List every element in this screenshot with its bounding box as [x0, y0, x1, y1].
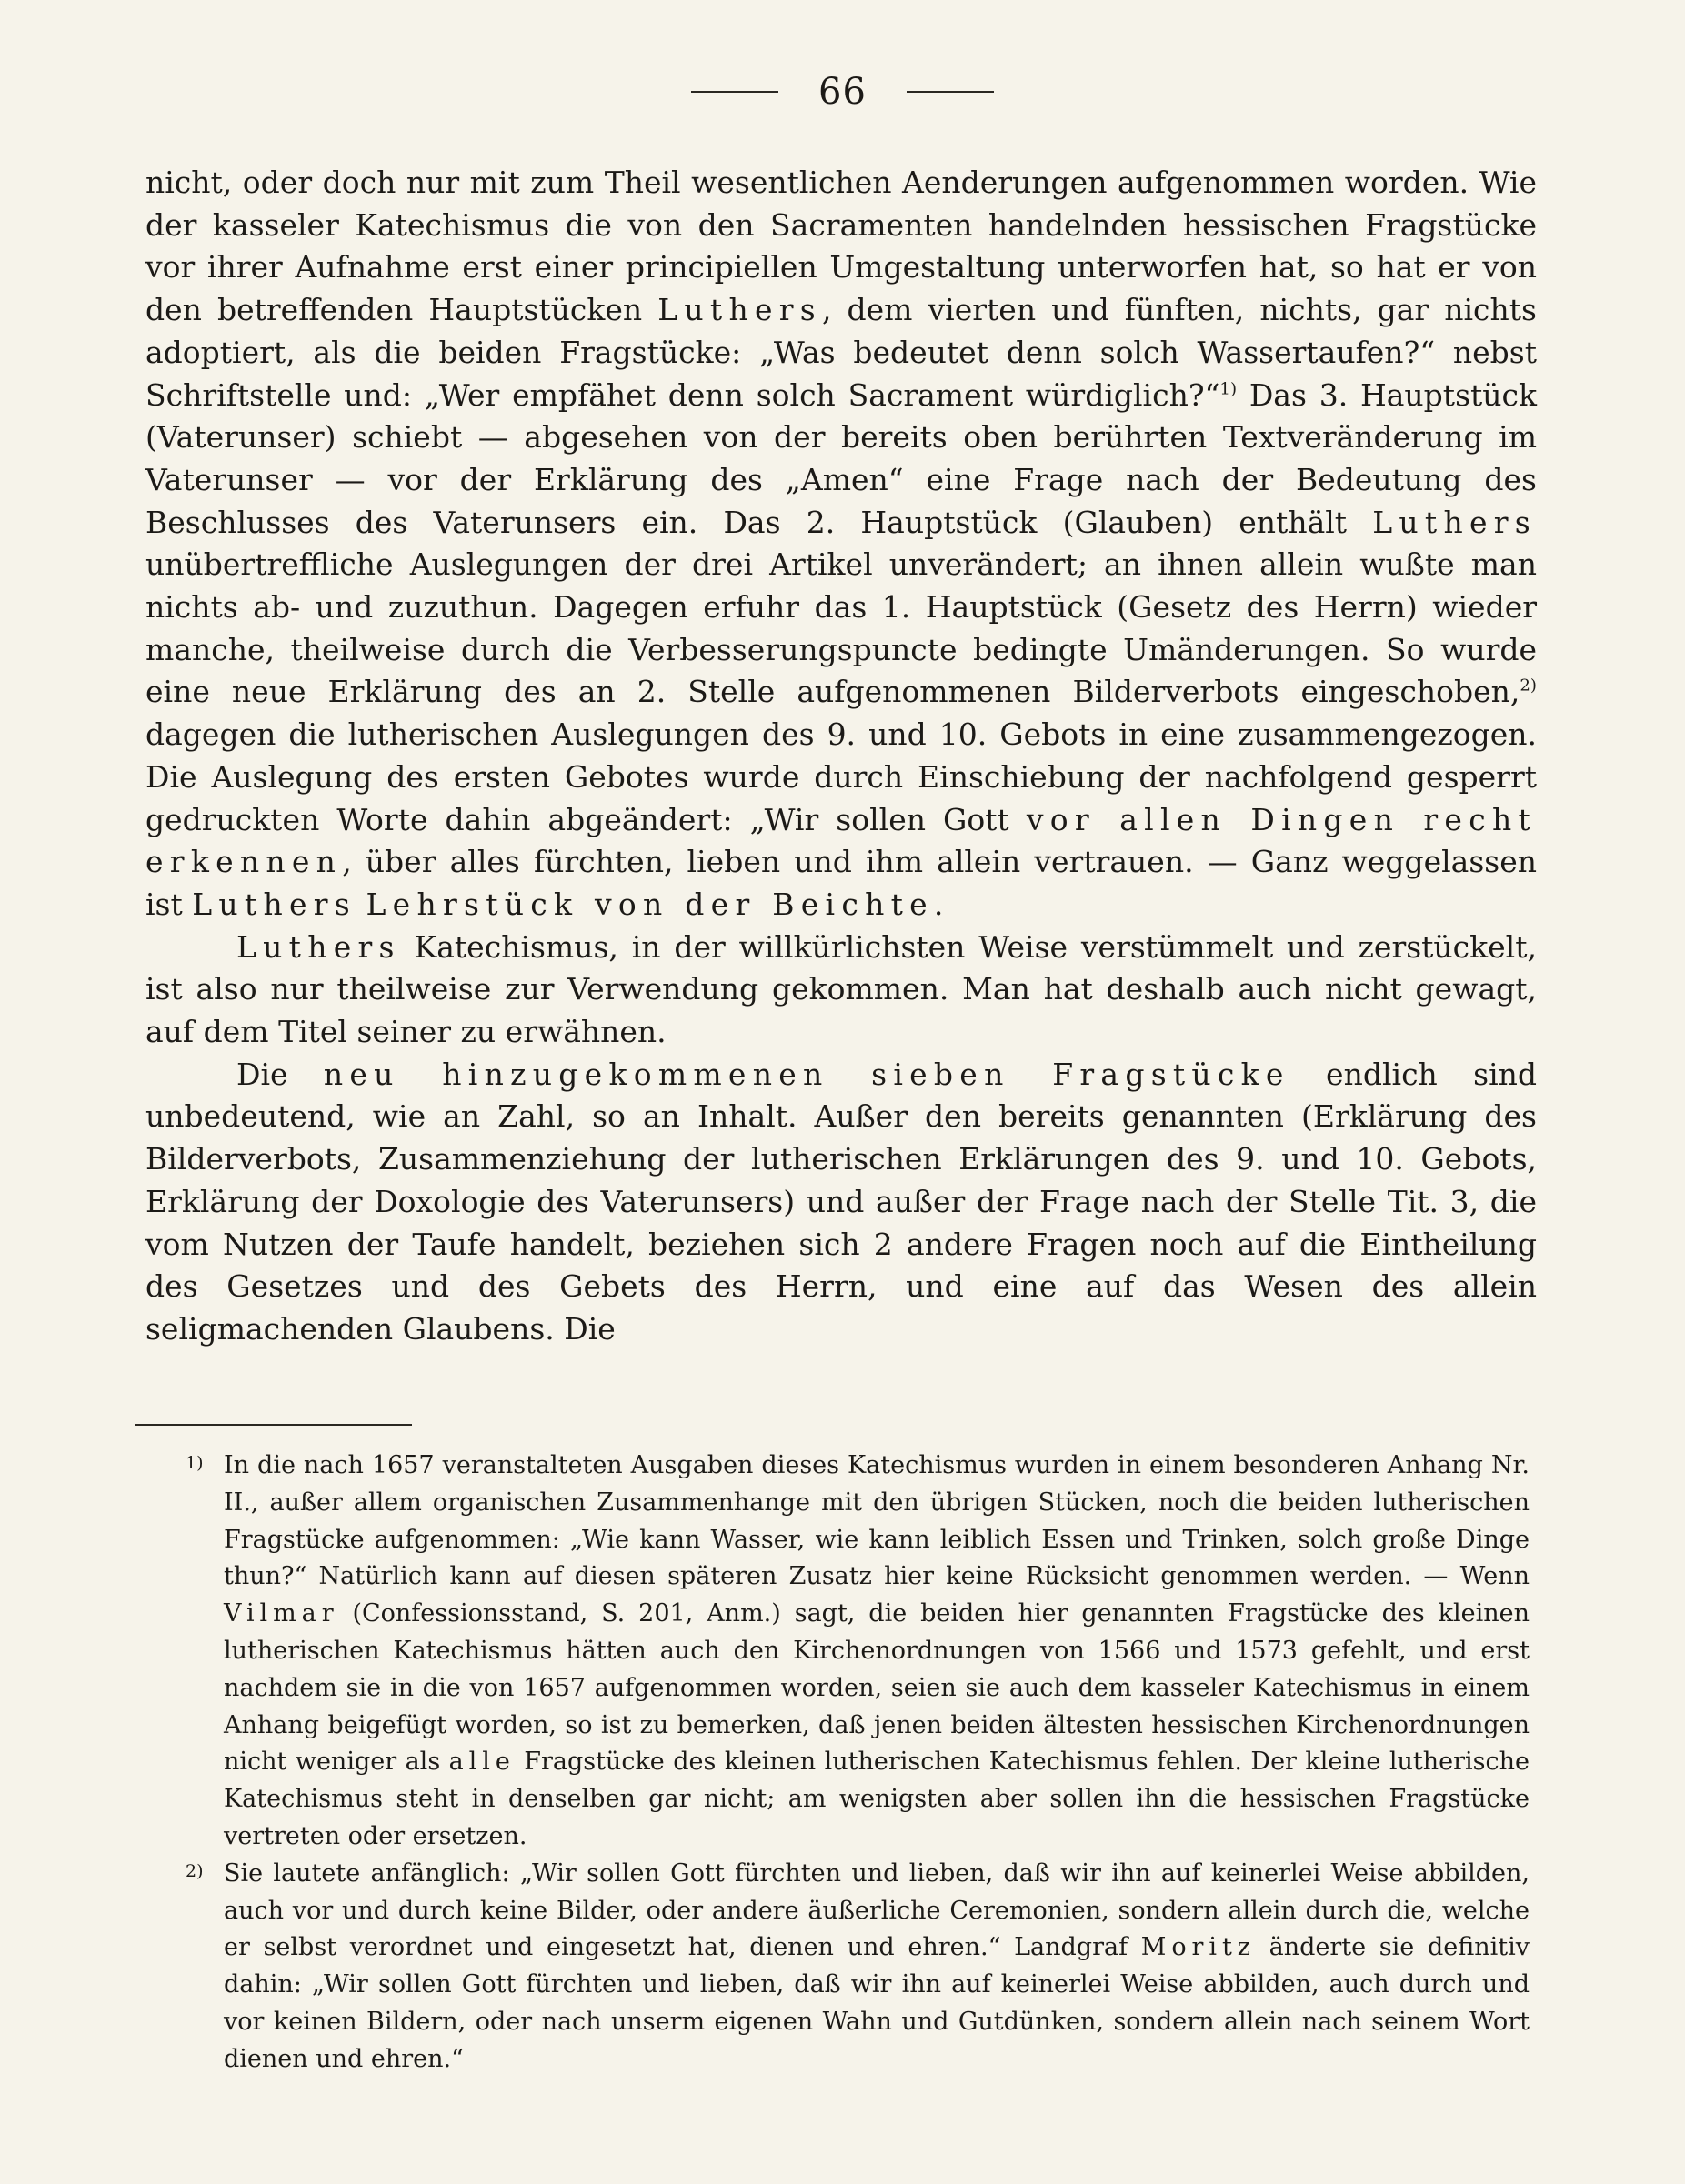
- footnote-marker: 2): [186, 1860, 204, 1881]
- header-rule-right: [907, 91, 994, 93]
- author-name-spaced: Luthers: [192, 886, 356, 922]
- text-run: , dem vierten und fünften, nichts, gar nichts adoptiert, als die beiden Fragstücke: „Was bedeutet denn solch Wassertaufen?“ nebst Schriftstelle und: „Wer empfähet denn solch Sacrament würdiglich?“: [145, 292, 1537, 413]
- paragraph-3: [145, 1054, 1537, 1351]
- author-name-spaced: Luthers: [236, 928, 401, 965]
- text-run: In die nach 1657 veranstalteten Ausgaben dieses Katechismus wurden in einem besonderen Anhang Nr. II., außer allem organischen Zusammenhange mit den übrigen Stücken, noch die beiden lutherischen Fragstücke aufgenommen: „Wie kann Wasser, wie kann leiblich Essen und Trinken, solch große Dinge thun?“ Natürlich kann auf diesen späteren Zusatz hier keine Rücksicht genommen werden. — Wenn: [224, 1451, 1530, 1591]
- page-header: [0, 71, 1685, 113]
- text-run: dagegen die lutherischen Auslegungen des 9. und 10. Gebots in eine zusammengezogen. Die Auslegung des ersten Gebotes wurde durch Einschiebung der nachfolgend gesperrt gedruckten Worte dahin abgeändert: „Wir sollen Gott: [145, 716, 1537, 837]
- footnotes: [186, 1448, 1530, 2079]
- paragraph-1: [145, 162, 1537, 927]
- text-run: [356, 887, 366, 922]
- footnote-reference: 1): [1219, 378, 1238, 398]
- spaced-emphasis: alle: [448, 1748, 516, 1777]
- author-name-spaced: Luthers: [1372, 504, 1537, 540]
- author-name-spaced: Vilmar: [224, 1599, 339, 1628]
- footnote-separator: [135, 1424, 412, 1426]
- paragraph-2: [145, 927, 1537, 1054]
- footnote-reference: 2): [1520, 676, 1537, 696]
- text-run: Sie lautete anfänglich: „Wir sollen Gott fürchten und lieben, daß wir ihn auf keinerlei Weise abbilden, auch vor und durch keine Bilder, oder andere äußerliche Ceremonien, sondern allein durch die, welche er selbst verordnet und eingesetzt hat, dienen und ehren.“ Landgraf: [224, 1858, 1530, 1962]
- header-rule-left: [691, 91, 778, 93]
- footnote-2: [186, 1856, 1530, 2079]
- text-run: Die: [236, 1056, 324, 1092]
- text-run: , über alles fürchten, lieben und ihm allein vertrauen. — Ganz weggelassen ist: [145, 844, 1537, 922]
- text-run: (Confessionsstand, S. 201, Anm.) sagt, die beiden hier genannten Fragstücke des kleinen lutherischen Katechismus hätten auch den Kirchenordnungen von 1566 und 1573 gefehlt, und erst nachdem sie in die von 1657 aufgenommen worden, seien sie auch dem kasseler Katechismus in einem Anhang beigefügt worden, so ist zu bemerken, daß jenen beiden ältesten hessischen Kirchenordnungen nicht weniger als: [224, 1599, 1530, 1777]
- text-run: unübertreffliche Auslegungen der drei Artikel unverändert; an ihnen allein wußte man nichts ab- und zuzuthun. Dagegen erfuhr das 1. Hauptstück (Gesetz des Herrn) wieder manche, theilweise durch die Verbesserungspuncte bedingte Umänderungen. So wurde eine neue Erklärung des an 2. Stelle aufgenommenen Bilderverbots eingeschoben,: [145, 546, 1537, 710]
- text-run: .: [933, 886, 944, 922]
- text-run: Katechismus, in der willkürlichsten Weise verstümmelt und zerstückelt, ist also nur theilweise zur Verwendung gekommen. Man hat deshalb auch nicht gewagt, auf dem Titel seiner zu erwähnen.: [145, 928, 1537, 1050]
- text-run: Das 3. Hauptstück (Vaterunser) schiebt — abgesehen von der bereits oben berührten Textveränderung im Vaterunser — vor der Erklärung des „Amen“ eine Frage nach der Bedeutung des Beschlusses des Vaterunsers ein. Das 2. Hauptstück (Glauben) enthält: [145, 376, 1537, 540]
- footnote-marker: 1): [186, 1453, 204, 1473]
- spaced-emphasis: Lehrstück von der Beichte: [366, 886, 934, 922]
- author-name-spaced: Luthers: [657, 292, 822, 328]
- spaced-emphasis: vor allen Dingen recht erkennen: [145, 801, 1538, 880]
- text-run: endlich sind unbedeutend, wie an Zahl, so an Inhalt. Außer den bereits genannten (Erklärung des Bilderverbots, Zusammenziehung der lutherischen Erklärungen des 9. und 10. Gebots, Erklärung der Doxologie des Vaterunsers) und außer der Frage nach der Stelle Tit. 3, die vom Nutzen der Taufe handelt, beziehen sich 2 andere Fragen noch auf die Eintheilung des Gesetzes und des Gebets des Herrn, und eine auf das Wesen des allein seligmachenden Glaubens. Die: [145, 1056, 1537, 1347]
- page-number: 66: [818, 71, 867, 113]
- footnote-1: [186, 1448, 1530, 1856]
- spaced-emphasis: neu hinzugekommenen sieben Fragstücke: [323, 1056, 1290, 1092]
- text-run: nicht, oder doch nur mit zum Theil wesentlichen Aenderungen aufgenommen worden. Wie der kasseler Katechismus die von den Sacramenten handelnden hessischen Fragstücke vor ihrer Aufnahme erst einer principiellen Umgestaltung unterworfen hat, so hat er von den betreffenden Hauptstücken: [145, 165, 1537, 328]
- body-text: [145, 162, 1537, 1351]
- person-name-spaced: Moritz: [1140, 1933, 1256, 1962]
- text-run: Fragstücke des kleinen lutherischen Katechismus fehlen. Der kleine lutherische Katechismus steht in denselben gar nicht; am wenigsten aber sollen ihn die hessischen Fragstücke vertreten oder ersetzen.: [224, 1748, 1530, 1850]
- text-run: änderte sie definitiv dahin: „Wir sollen Gott fürchten und lieben, daß wir ihn auf keinerlei Weise abbilden, auch durch und vor keinen Bildern, oder nach unserm eigenen Wahn und Gutdünken, sondern allein nach seinem Wort dienen und ehren.“: [224, 1933, 1530, 2073]
